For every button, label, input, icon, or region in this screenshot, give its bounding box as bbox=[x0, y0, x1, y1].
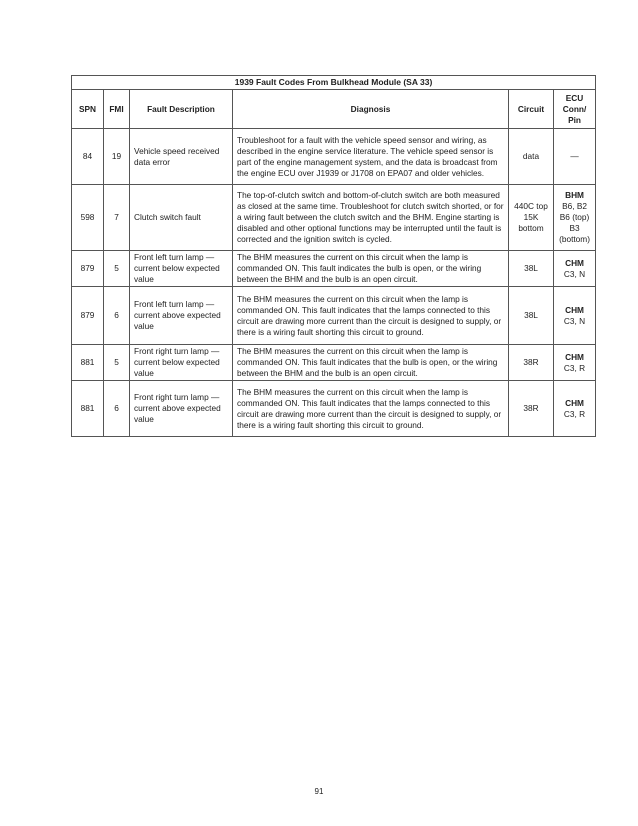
ecu-pin-cell bbox=[554, 251, 596, 287]
ecu-pin-label: C3, R bbox=[563, 362, 586, 373]
ecu-pin-cell bbox=[554, 381, 596, 437]
header-fmi: FMI bbox=[104, 90, 130, 129]
ecu-pin-cell bbox=[554, 345, 596, 381]
circuit-cell: data bbox=[509, 129, 554, 185]
table-title: 1939 Fault Codes From Bulkhead Module (SA 33) bbox=[72, 76, 596, 90]
circuit-cell: 38L bbox=[509, 251, 554, 287]
ecu-pin-label: C3, N bbox=[563, 268, 586, 279]
circuit-cell: 38R bbox=[509, 381, 554, 437]
fault-description-cell: Front left turn lamp — current above expected value bbox=[130, 287, 233, 345]
table-row bbox=[72, 185, 596, 251]
diagnosis-cell: The BHM measures the current on this circuit when the lamp is commanded ON. This fault indicates that the lamps connected to this circuit are drawing more current than the circuit is designed to supply, or there is a wiring fault shorting this circuit to ground. bbox=[233, 287, 509, 345]
fault-code-table bbox=[71, 75, 596, 437]
spn-cell: 881 bbox=[72, 345, 104, 381]
table-row bbox=[72, 345, 596, 381]
header-diagnosis: Diagnosis bbox=[233, 90, 509, 129]
diagnosis-cell: Troubleshoot for a fault with the vehicle speed sensor and wiring, as described in the engine service literature. The vehicle speed sensor is part of the engine management system, and the data is broadcast from the engine ECU over J1939 or J1708 on EPA07 and older vehicles. bbox=[233, 129, 509, 185]
header-ecu-conn-pin: ECU Conn/ Pin bbox=[554, 90, 596, 129]
spn-cell: 598 bbox=[72, 185, 104, 251]
diagnosis-cell: The BHM measures the current on this circuit when the lamp is commanded ON. This fault indicates that the lamps connected to this circuit are drawing more current than the circuit is designed to supply, or there is a wiring fault shorting this circuit to ground. bbox=[233, 381, 509, 437]
table-row bbox=[72, 287, 596, 345]
table-row bbox=[72, 381, 596, 437]
spn-cell: 84 bbox=[72, 129, 104, 185]
ecu-module-label: CHM bbox=[565, 304, 584, 315]
fmi-cell: 5 bbox=[104, 345, 130, 381]
table-title-row bbox=[72, 76, 596, 90]
table-header-row bbox=[72, 90, 596, 129]
fmi-cell: 6 bbox=[104, 381, 130, 437]
page-number: 91 bbox=[314, 787, 324, 796]
fmi-cell: 19 bbox=[104, 129, 130, 185]
spn-cell: 881 bbox=[72, 381, 104, 437]
ecu-pin-label: B6, B2 B6 (top) B3 (bottom) bbox=[559, 201, 590, 244]
fmi-cell: 7 bbox=[104, 185, 130, 251]
ecu-pin-cell bbox=[554, 287, 596, 345]
fault-description-cell: Front right turn lamp — current above expected value bbox=[130, 381, 233, 437]
spn-cell: 879 bbox=[72, 251, 104, 287]
header-spn: SPN bbox=[72, 90, 104, 129]
ecu-module-label: CHM bbox=[565, 397, 584, 408]
spn-cell: 879 bbox=[72, 287, 104, 345]
fault-description-cell: Front left turn lamp — current below expected value bbox=[130, 251, 233, 287]
fault-description-cell: Front right turn lamp — current below expected value bbox=[130, 345, 233, 381]
ecu-module-label: CHM bbox=[565, 257, 584, 268]
ecu-pin-label: C3, N bbox=[563, 315, 586, 326]
fault-description-cell: Vehicle speed received data error bbox=[130, 129, 233, 185]
table-row bbox=[72, 129, 596, 185]
header-fault-description: Fault Description bbox=[130, 90, 233, 129]
ecu-pin-cell bbox=[554, 129, 596, 185]
circuit-cell: 440C top 15K bottom bbox=[509, 185, 554, 251]
ecu-module-label: CHM bbox=[565, 351, 584, 362]
fault-description-cell: Clutch switch fault bbox=[130, 185, 233, 251]
fmi-cell: 6 bbox=[104, 287, 130, 345]
header-circuit: Circuit bbox=[509, 90, 554, 129]
diagnosis-cell: The BHM measures the current on this circuit when the lamp is commanded ON. This fault indicates the bulb is open, or the wiring between the BHM and the bulb is an open circuit. bbox=[233, 251, 509, 287]
ecu-pin-label: — bbox=[570, 151, 579, 161]
ecu-pin-label: C3, R bbox=[563, 408, 586, 419]
diagnosis-cell: The top-of-clutch switch and bottom-of-clutch switch are both measured as closed at the same time. Troubleshoot for clutch switch shorted, or for a wiring fault between the clutch switch and the BHM. Engine starting is disabled and other optional functions may be interrupted until the fault is corrected and the ignition switch is cycled. bbox=[233, 185, 509, 251]
ecu-module-label: BHM bbox=[565, 190, 584, 200]
fmi-cell: 5 bbox=[104, 251, 130, 287]
diagnosis-cell: The BHM measures the current on this circuit when the lamp is commanded ON. This fault indicates that the bulb is open, or the wiring between the BHM and the bulb is an open circuit. bbox=[233, 345, 509, 381]
table-row bbox=[72, 251, 596, 287]
ecu-pin-cell bbox=[554, 185, 596, 251]
circuit-cell: 38L bbox=[509, 287, 554, 345]
circuit-cell: 38R bbox=[509, 345, 554, 381]
